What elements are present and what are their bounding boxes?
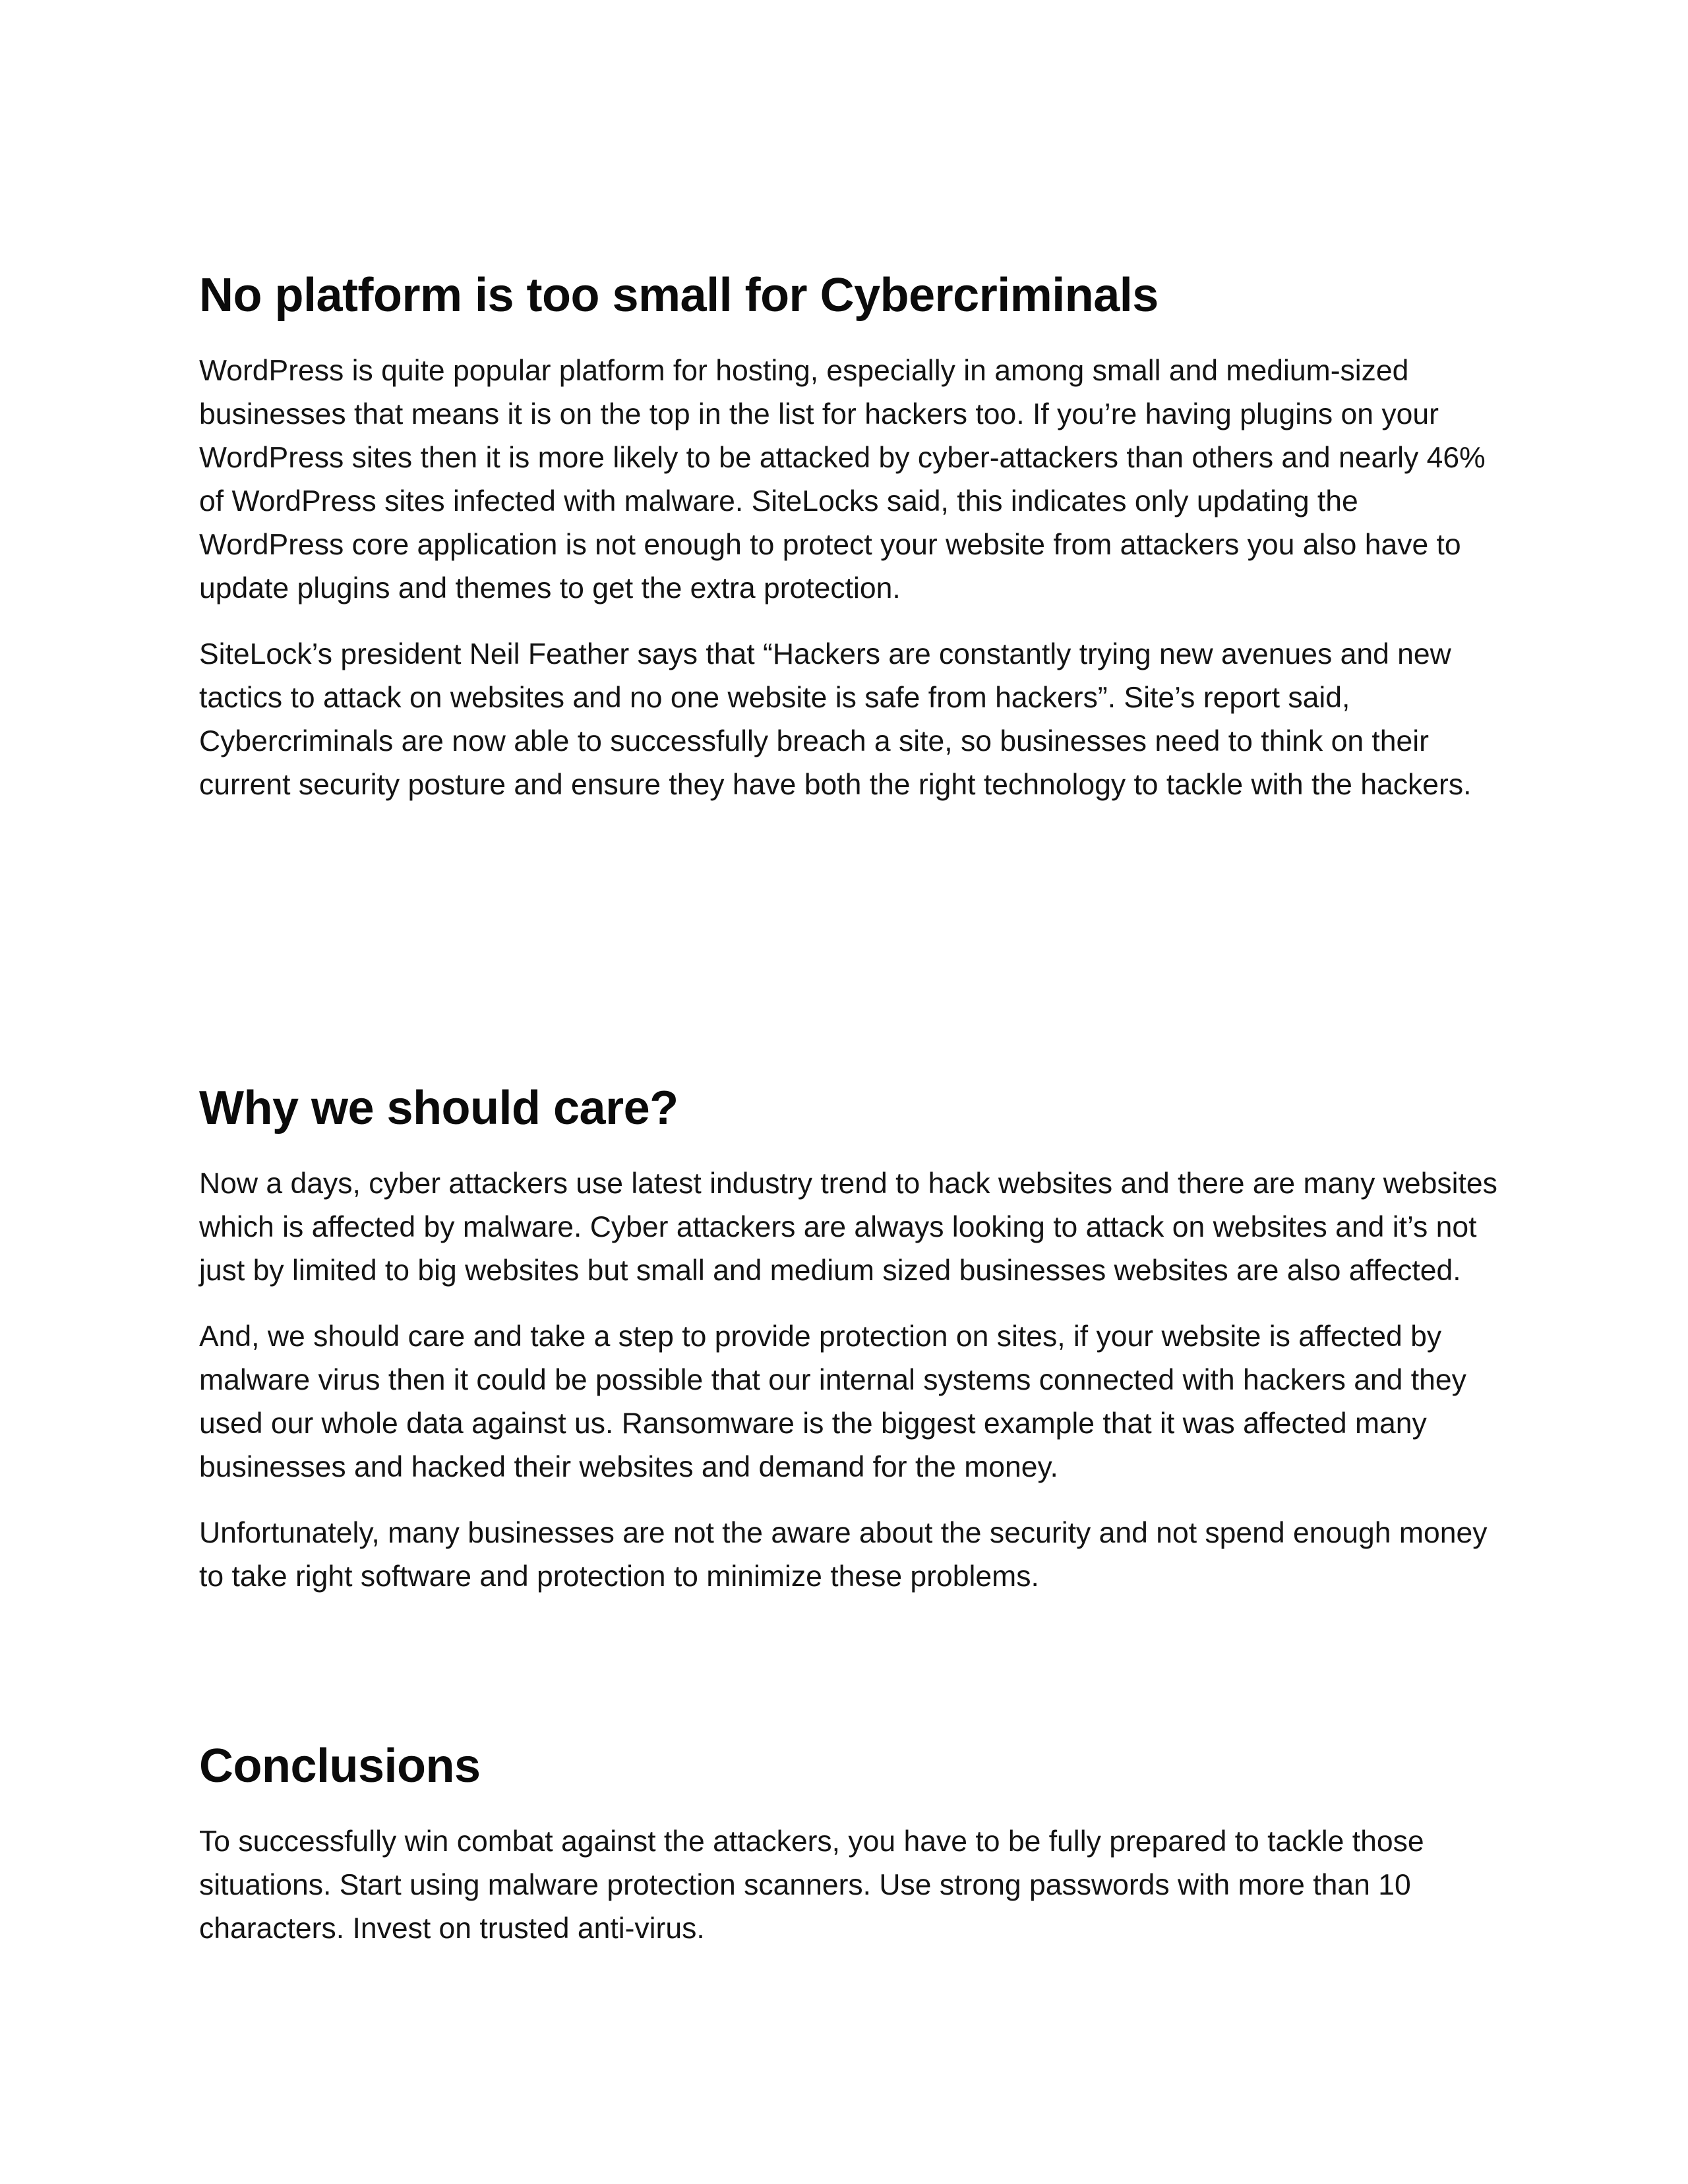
section-platform-size <box>199 266 1505 829</box>
paragraph-take-protection-step: And, we should care and take a step to provide protection on sites, if your website is affected by malware virus then it could be possible that our internal systems connected with hackers and they used our whole data against us. Ransomware is the biggest example that it was affected many businesses and hacked their websites and demand for the money. <box>199 1320 1466 1483</box>
paragraph-wordpress-popularity: WordPress is quite popular platform for hosting, especially in among small and medium-sized businesses that means it is on the top in the list for hackers too. If you’re having plugins on your WordPress sites then it is more likely to be attacked by cyber-attackers than others and nearly 46% of WordPress sites infected with malware. SiteLocks said, this indicates only updating the WordPress core application is not enough to protect your website from attackers you also have to update plugins and themes to get the extra protection. <box>199 355 1486 605</box>
heading-why-we-should-care: Why we should care? <box>199 1082 678 1135</box>
heading-conclusions: Conclusions <box>199 1740 481 1792</box>
heading-no-platform-too-small: No platform is too small for Cybercriminals <box>199 269 1159 322</box>
paragraph-cyber-attackers-trend: Now a days, cyber attackers use latest industry trend to hack websites and there are many websites which is affected by malware. Cyber attackers are always looking to attack on websites and it’s not just by limited to big websites but small and medium sized businesses websites are also affected. <box>199 1167 1497 1287</box>
paragraph-conclusion-advice: To successfully win combat against the attackers, you have to be fully prepared to tackle those situations. Start using malware protection scanners. Use strong passwords with more than 10 characters. Invest on trusted anti-virus. <box>199 1825 1424 1945</box>
paragraph-businesses-unaware: Unfortunately, many businesses are not the aware about the security and not spend enough money to take right software and protection to minimize these problems. <box>199 1517 1488 1593</box>
section-conclusions <box>199 1737 1505 1973</box>
paragraph-sitelock-president: SiteLock’s president Neil Feather says that “Hackers are constantly trying new avenues and new tactics to attack on websites and no one website is safe from hackers”. Site’s report said, Cybercriminals are now able to successfully breach a site, so businesses need to think on their current security posture and ensure they have both the right technology to tackle with the hackers. <box>199 638 1472 801</box>
section-why-care <box>199 1079 1505 1621</box>
